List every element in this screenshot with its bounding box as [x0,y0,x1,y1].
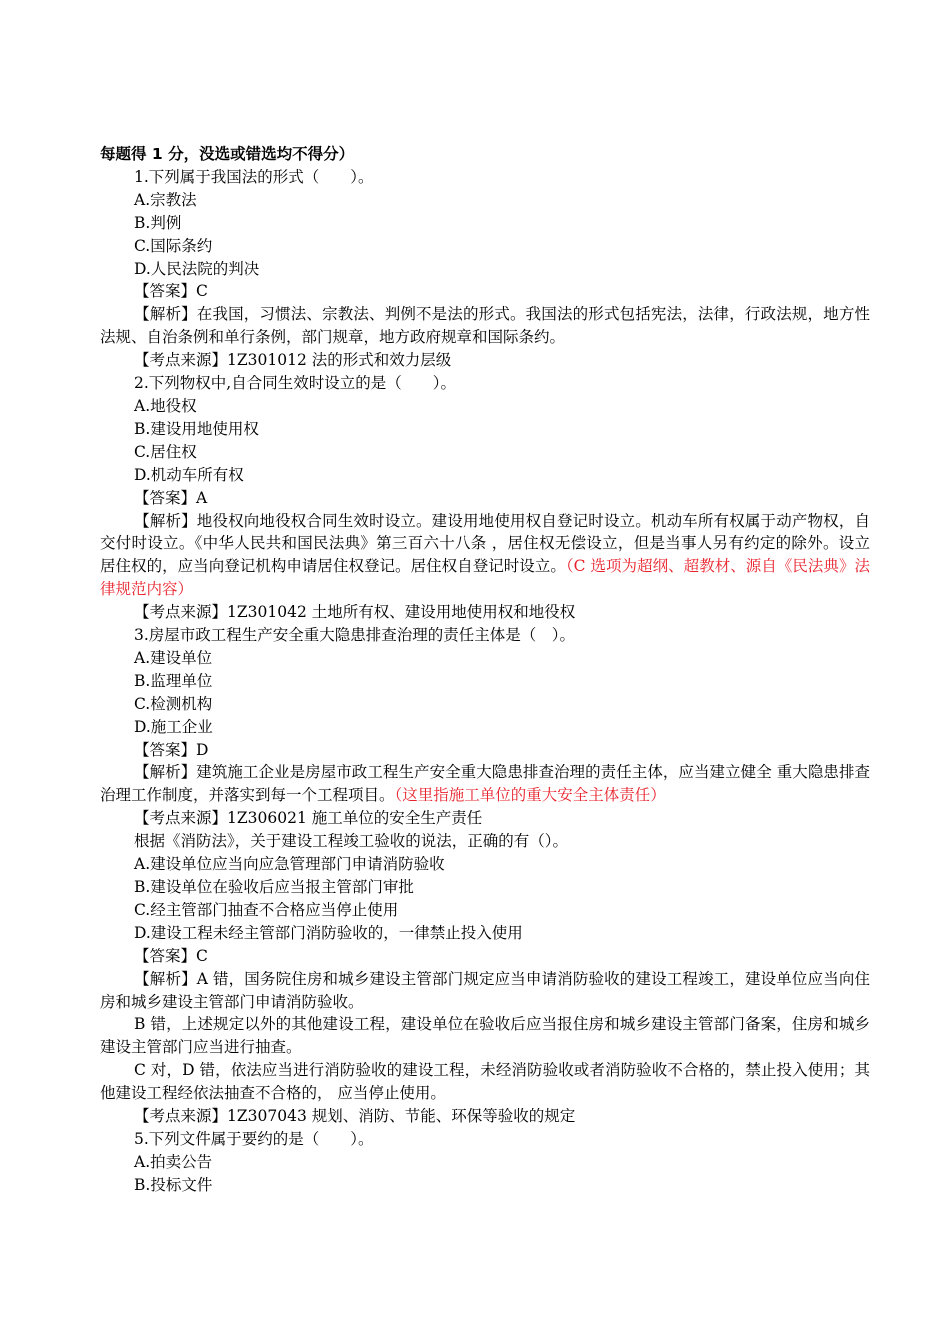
q4-option-a: A.建设单位应当向应急管理部门申请消防验收 [134,855,445,874]
exam-page [100,143,870,1197]
q3-option-c: C.检测机构 [134,694,213,713]
q4-option-c: C.经主管部门抽查不合格应当停止使用 [134,900,399,919]
q3-source: 【考点来源】1Z306021 施工单位的安全生产责任 [134,809,483,828]
q4-analysis-cd: C 对，D 错，依法应当进行消防验收的建设工程，未经消防验收或者消防验收不合格的，禁止投入使用；其他建设工程经依法抽查不合格的， 应当停止使用。 [100,1061,870,1103]
q1-option-b: B.判例 [134,213,182,232]
q1-option-d: D.人民法院的判决 [134,259,260,278]
q2-option-d: D.机动车所有权 [134,465,244,484]
q2-note: （C 选项为超纲、超教材、源自《民法典》法律规范内容） [100,557,870,599]
q2-analysis: 【解析】地役权向地役权合同生效时设立。建设用地使用权自登记时设立。机动车所有权属于动产物权，自交付时设立。《中华人民共和国民法典》第三百六十八条 ，居住权无偿设立，但是当事人另有约定的除外。设立居住权的，应当向登记机构申请居住权登记。居住权自登记时设立。（C 选项为超纲、超教材、源自《民法典》法律规范内容） [100,511,870,599]
q4-answer: 【答案】C [134,946,208,965]
q3-analysis: 【解析】建筑施工企业是房屋市政工程生产安全重大隐患排查治理的责任主体，应当建立健全 重大隐患排查治理工作制度，并落实到每一个工程项目。（这里指施工单位的重大安全主体责任） [100,763,870,805]
q2-source: 【考点来源】1Z301042 土地所有权、建设用地使用权和地役权 [134,603,576,622]
q2-stem: 2.下列物权中,自合同生效时设立的是（ ）。 [134,374,456,393]
q1-analysis: 【解析】在我国，习惯法、宗教法、判例不是法的形式。我国法的形式包括宪法，法律，行政法规，地方性法规、自治条例和单行条例，部门规章，地方政府规章和国际条约。 [100,305,870,347]
q3-option-a: A.建设单位 [134,648,213,667]
q2-option-a: A.地役权 [134,396,197,415]
q4-source: 【考点来源】1Z307043 规划、消防、节能、环保等验收的规定 [134,1107,576,1126]
q2-answer: 【答案】A [134,488,208,507]
section-heading: 每题得 1 分，没选或错选均不得分） [100,145,355,163]
q2-option-c: C.居住权 [134,442,197,461]
q4-option-b: B.建设单位在验收后应当报主管部门审批 [134,878,414,896]
q5-option-b: B.投标文件 [134,1175,213,1194]
q3-note: （这里指施工单位的重大安全主体责任） [394,786,666,805]
q4-analysis-a: 【解析】A 错，国务院住房和城乡建设主管部门规定应当申请消防验收的建设工程竣工，建设单位应当向住房和城乡建设主管部门申请消防验收。 [100,969,870,1011]
q1-option-c: C.国际条约 [134,236,213,255]
q1-source: 【考点来源】1Z301012 法的形式和效力层级 [134,351,452,370]
q1-stem: 1.下列属于我国法的形式（ ）。 [134,167,374,186]
q5-option-a: A.拍卖公告 [134,1152,213,1171]
q3-stem: 3.房屋市政工程生产安全重大隐患排查治理的责任主体是（ ）。 [134,626,576,645]
q1-answer: 【答案】C [134,282,208,301]
q1-option-a: A.宗教法 [134,190,197,209]
q2-option-b: B.建设用地使用权 [134,419,259,438]
q4-analysis-b: B 错，上述规定以外的其他建设工程，建设单位在验收后应当报住房和城乡建设主管部门备案，住房和城乡建设主管部门应当进行抽查。 [100,1015,870,1057]
q3-option-b: B.监理单位 [134,671,213,690]
q4-stem: 根据《消防法》，关于建设工程竣工验收的说法，正确的有（）。 [134,832,569,851]
q4-option-d: D.建设工程未经主管部门消防验收的，一律禁止投入使用 [134,923,523,942]
q3-answer: 【答案】D [134,740,209,759]
q3-option-d: D.施工企业 [134,717,213,736]
q5-stem: 5.下列文件属于要约的是（ ）。 [134,1129,374,1148]
